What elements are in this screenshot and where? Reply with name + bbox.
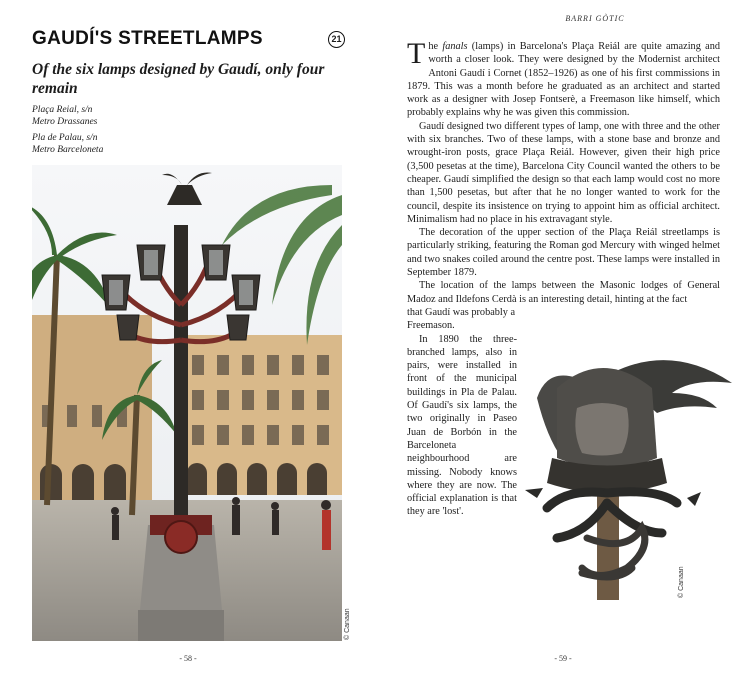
drop-cap: T [407, 37, 426, 70]
paragraph-2: Gaudí designed two different types of lamp, one with three and the other with six branches. Two of these lamps, with a stone base and bronze and wrought-iron posts, grace Plaça Reiál. However, given their high price (3,500 pesetas at the time), Barcelona City Council wanted the others to be cheaper. Gaudí simplified the design so that each lamp would cost no more than 1,500 pesetas, but after that he no longer wanted to work for the council, despite its insistence on trying to appoint him as official architect. Minimalism had no place in his extravagant style. [407, 120, 720, 225]
photo-credit: © Canaan [678, 566, 685, 598]
entry-number-badge: 21 [328, 31, 345, 48]
running-head: BARRI GÒTIC [565, 14, 625, 23]
page-number: - 58 - [179, 654, 197, 663]
text-run: he [428, 41, 443, 52]
address-block-pla-de-palau [32, 132, 232, 156]
text-run: (lamps) in Barcelona's Plaça Reiál are quite amazing and worth a closer look. They were designed by the Modernist architect Antoni Gaudí i Cornet (1852–1926) as one of his first commissions in 1879. This was a month before he graduated as an architect and started work as a designer with Josep Fontserè, a Freemason like himself, which probably explains why he was given this commission. [407, 41, 720, 119]
metro-line: Metro Drassanes [32, 117, 98, 127]
streetlamp-square-photo [32, 165, 342, 641]
paragraph-4-continued: that Gaudí was probably a Freemason. [407, 306, 516, 332]
metro-line: Metro Barceloneta [32, 145, 104, 155]
right-page [375, 0, 750, 679]
page-number: - 59 - [554, 654, 572, 663]
page-title: GAUDÍ'S STREETLAMPS [32, 28, 263, 49]
paragraph-1 [407, 37, 720, 120]
italic-term: fanals [442, 41, 468, 52]
address-block-placa-reial [32, 104, 232, 128]
paragraph-4: The location of the lamps between the Masonic lodges of General Madoz and Ildefons Cerdà is an interesting detail, hinting at the fact [407, 280, 720, 305]
photo-credit: © Canaan [344, 608, 351, 640]
page-subtitle: Of the six lamps designed by Gaudí, only four remain [32, 61, 325, 97]
mercury-helmet-photo [517, 338, 742, 600]
paragraph-5: In 1890 the three-branched lamps, also in pairs, were installed in front of the municipal buildings in Pla de Palau. Of Gaudí's six lamps, the two originally in Paseo Juan de Borbón in the Barceloneta neighbourhood are missing. Nobody knows where they are now. The official explanation is that they are 'lost'. [407, 333, 517, 518]
address-line: Plaça Reial, s/n [32, 105, 93, 115]
paragraph-3: The decoration of the upper section of the Plaça Reiál streetlamps is particularly striking, featuring the Roman god Mercury with winged helmet and two snakes coiled around the centre post. These lamps were installed in September 1879. [407, 227, 720, 279]
address-line: Pla de Palau, s/n [32, 133, 98, 143]
